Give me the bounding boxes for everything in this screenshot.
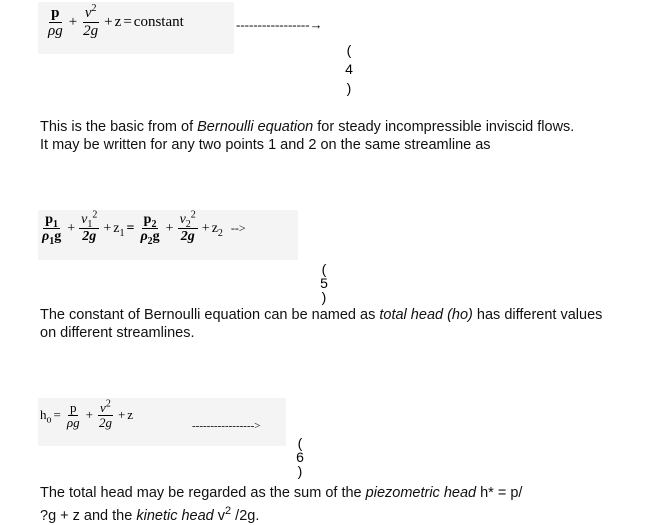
equation-6-arrow: -----------------> <box>192 420 261 432</box>
p-over-rho-g-6: $\frac{p}{\rho g}$ <box>66 400 80 430</box>
v2-squared-over-2g: $\frac{v_2^2}{2g}$ <box>179 209 196 244</box>
equation-4-arrow: -----------------→ <box>236 17 323 32</box>
v-squared-over-2g: $\frac{v^2}{2g}$ <box>83 3 99 39</box>
paragraph-piezometric-kinetic: The total head may be regarded as the sum of the piezometric head h* = p/ ?g + z and the kinetic head $v^2$ /2g. <box>40 485 523 524</box>
paragraph-bernoulli-intro: This is the basic from of Bernoulli equation for steady incompressible inviscid flows. It may be written for any two points 1 and 2 on the same streamline as <box>40 119 575 153</box>
p-over-rho-g: $\frac{p}{\rho g}$ <box>48 5 63 39</box>
v-squared-over-2g-6: $\frac{v^2}{2g}$ <box>98 398 112 430</box>
equation-6-number: ( 6 ) <box>296 435 304 479</box>
v1-squared-over-2g: $\frac{v_1^2}{2g}$ <box>81 209 98 244</box>
equation-5-image: $\frac{p_1}{\rho_1g}$ + $\frac{v_1^2}{2g}$ + $z_1$ = $\frac{p_2}{\rho_2g}$ + $\frac{v_2^2}{2g}$ + $z_2$ --> <box>38 210 298 260</box>
equation-4-number: ( 4 ) <box>345 42 353 96</box>
paragraph-total-head: The constant of Bernoulli equation can be named as total head (ho) has different values on different streamlines. <box>40 307 603 341</box>
equation-5-number: ( 5 ) <box>320 261 328 305</box>
p1-over-rho1-g: $\frac{p_1}{\rho_1g}$ <box>42 212 62 247</box>
p2-over-rho2-g: $\frac{p_2}{\rho_2g}$ <box>140 212 160 247</box>
equation-4-image: $\frac{p}{\rho g}$ + $\frac{v^2}{2g}$ + z = constant <box>38 2 234 54</box>
equation-6-image: $h_o$ = $\frac{p}{\rho g}$ + $\frac{v^2}{2g}$ + z -----------------> <box>38 398 286 446</box>
